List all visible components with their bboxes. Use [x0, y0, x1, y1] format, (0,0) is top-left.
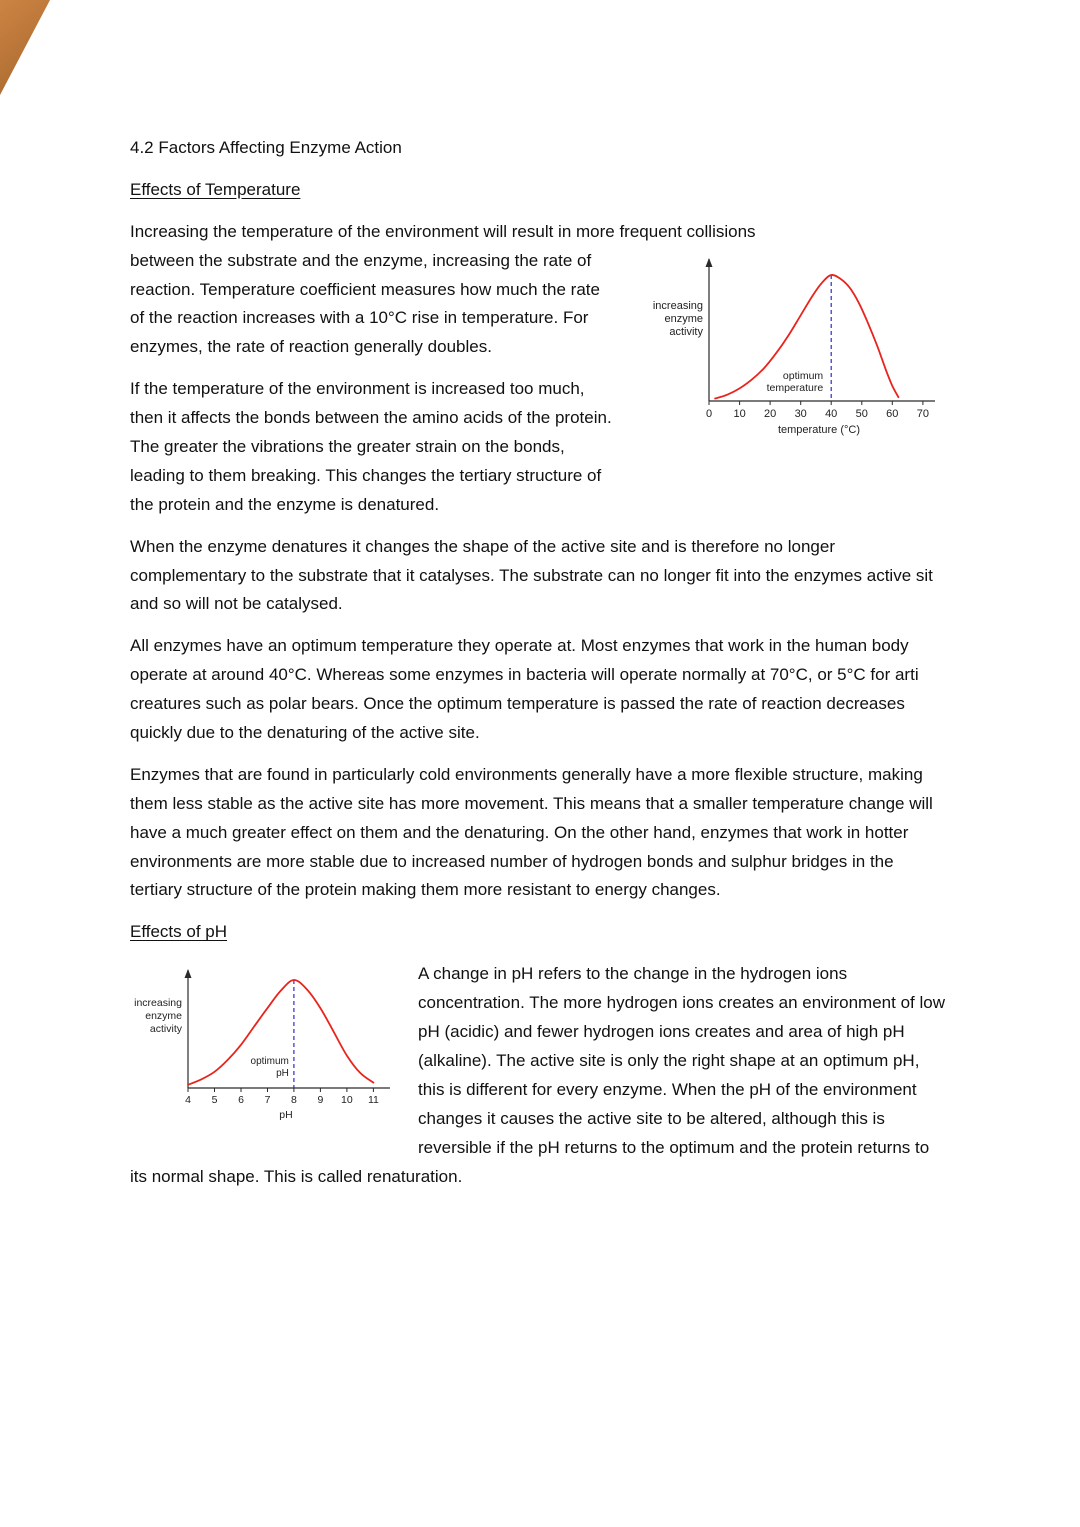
temperature-paragraph-1-line-1: Increasing the temperature of the environment will result in more frequent collisions: [130, 221, 756, 241]
svg-text:4: 4: [185, 1094, 191, 1107]
svg-text:0: 0: [705, 407, 713, 420]
svg-text:enzyme: enzyme: [145, 1010, 182, 1023]
svg-text:60: 60: [886, 407, 899, 420]
heading-effects-of-temperature: Effects of Temperature: [130, 179, 301, 199]
ph-paragraph-1: A change in pH refers to the change in the hydrogen ions concentration. The more hydrogen ions creates an environment of low pH (acidic) and fewer hydrogen ions creates and area of high pH (alkaline). The active site is only the right shape at an optimum pH, this is different for every enzyme. When the pH of the environment changes it causes the active site to be altered, although this is reversible if the pH returns to the optimum and the protein returns to its normal shape. This is called renaturation.: [130, 964, 945, 1186]
svg-text:pH: pH: [279, 1109, 293, 1122]
temperature-paragraph-2: If the temperature of the environment is increased too much, then it affects the bonds between the amino acids of the protein. The greater the vibrations the greater strain on the bonds, leading to them breaking. This changes the tertiary structure of the protein and the enzyme is denatured.: [130, 379, 612, 514]
svg-text:7: 7: [264, 1094, 271, 1107]
svg-text:30: 30: [794, 407, 807, 420]
svg-text:20: 20: [763, 407, 777, 420]
svg-text:5: 5: [211, 1094, 218, 1107]
svg-text:optimum: optimum: [782, 369, 824, 382]
svg-text:increasing: increasing: [652, 299, 703, 312]
svg-text:temperature: temperature: [766, 381, 824, 394]
svg-text:50: 50: [855, 407, 868, 420]
svg-text:8: 8: [290, 1094, 297, 1107]
svg-text:activity: activity: [669, 325, 703, 338]
svg-text:optimum: optimum: [250, 1056, 289, 1068]
svg-text:40: 40: [825, 407, 838, 420]
svg-text:9: 9: [317, 1094, 324, 1107]
page-title: 4.2 Factors Affecting Enzyme Action: [130, 138, 402, 157]
photo-corner-decoration: [0, 0, 50, 95]
temperature-paragraph-5: Enzymes that are found in particularly cold environments generally have a more flexible structure, making them less stable as the active site has more movement. This means that a smaller temperature change will have a much greater effect on them and the denaturing. On the other hand, enzymes that work in hotter environments are more stable due to increased number of hydrogen bonds and sulphur bridges in the tertiary structure of the protein making them more resistant to energy changes.: [130, 764, 933, 900]
svg-text:temperature (°C): temperature (°C): [777, 423, 861, 436]
heading-effects-of-ph: Effects of pH: [130, 922, 228, 942]
svg-text:activity: activity: [149, 1023, 182, 1036]
svg-text:10: 10: [733, 407, 746, 420]
temperature-activity-chart: [633, 251, 945, 461]
svg-text:pH: pH: [276, 1068, 289, 1080]
ph-activity-chart: [130, 962, 396, 1142]
svg-text:10: 10: [341, 1094, 353, 1107]
svg-text:6: 6: [238, 1094, 244, 1107]
svg-text:enzyme: enzyme: [664, 312, 703, 325]
temperature-paragraph-4: All enzymes have an optimum temperature they operate at. Most enzymes that work in the human body operate at around 40°C. Whereas some enzymes in bacteria will operate normally at 70°C, or 5°C for arti creatures such as polar bears. Once the optimum temperature is passed the rate of reaction decreases quickly due to the denaturing of the active site.: [130, 636, 919, 743]
temperature-paragraph-1: between the substrate and the enzyme, increasing the rate of reaction. Temperature coefficient measures how much the rate of the reaction increases with a 10°C rise in temperature. For enzymes, the rate of reaction generally doubles.: [130, 250, 600, 357]
svg-text:increasing: increasing: [134, 997, 182, 1010]
svg-text:70: 70: [916, 407, 930, 420]
temperature-paragraph-3: When the enzyme denatures it changes the shape of the active site and is therefore no longer complementary to the substrate that it catalyses. The substrate can no longer fit into the enzymes active sit and so will not be catalysed.: [130, 536, 933, 614]
svg-text:11: 11: [367, 1094, 379, 1107]
